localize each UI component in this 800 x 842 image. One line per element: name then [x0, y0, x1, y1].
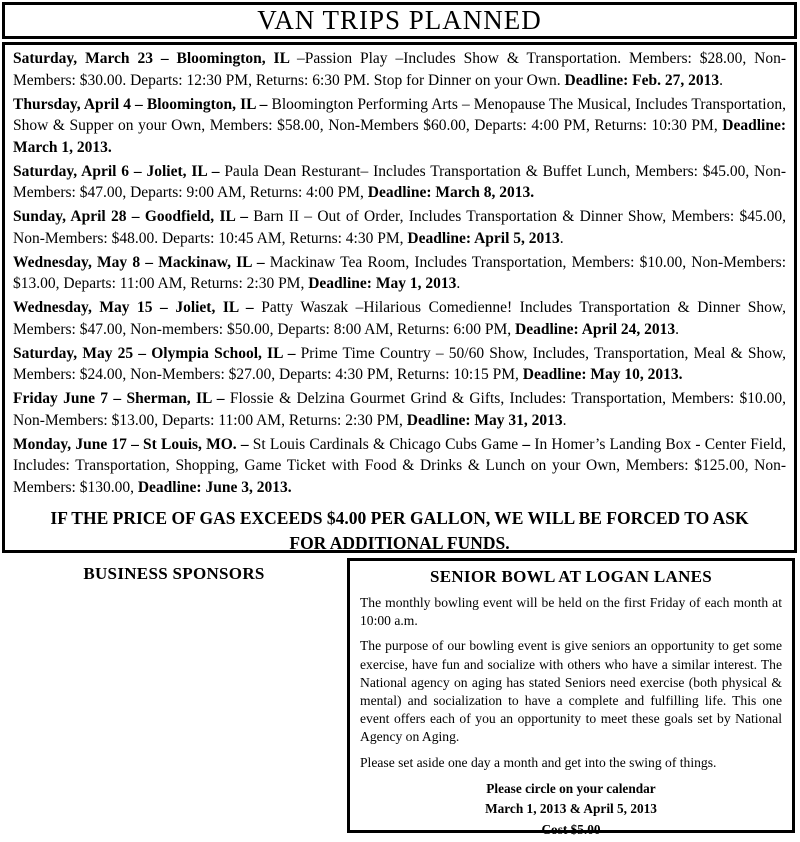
trip-entry	[13, 206, 786, 249]
trip-entry-bold-text: Deadline: Feb. 27, 2013	[564, 71, 720, 89]
senior-bowl-paragraph: Please set aside one day a month and get into the swing of things.	[360, 754, 717, 770]
trip-entry-bold-text: Deadline: March 1, 2013.	[13, 117, 786, 156]
senior-bowl-centered-lines	[360, 779, 782, 841]
trip-entry-bold-text: Thursday, April 4 – Bloomington, IL –	[13, 95, 272, 113]
senior-bowl-paragraphs	[360, 594, 782, 772]
trip-entry-text: Bloomington Performing Arts – Menopause The Musical, Includes Transportation, Show & Supper on your Own, Members: $58.00, Non-Members $60.00, Departs: 4:00 PM, Returns: 10:30 PM,	[13, 95, 786, 134]
trip-entry-bold-text: Wednesday, May 8 – Mackinaw, IL –	[13, 253, 270, 271]
trip-entry-bold-text: Saturday, April 6 – Joliet, IL –	[13, 162, 225, 180]
business-sponsors-column	[0, 564, 348, 584]
trip-entry-text: St Louis Cardinals & Chicago Cubs Game	[252, 435, 523, 453]
trip-entry-text: Patty Waszak –Hilarious Comedienne! Includes Transportation & Dinner Show, Members: $47.00, Non-members: $50.00, Departs: 8:00 AM, Returns: 6:00 PM,	[13, 299, 786, 338]
trip-entry-bold-text: Deadline: May 1, 2013	[308, 275, 457, 292]
trip-entry	[13, 161, 786, 204]
trip-entry-text: In Homer’s Landing Box - Center Field, Includes: Transportation, Shopping, Game Ticket with Food & Drinks & Lunch on your Own, Members: $125.00, Non-Members: $130.00,	[13, 435, 787, 496]
trip-entry-bold-text: Sunday, April 28 – Goodfield, IL –	[13, 208, 254, 225]
trip-entry-text: Flossie & Delzina Gourmet Grind & Gifts, Includes: Transportation, Members: $10.00, Non-Members: $13.00, Departs: 11:00 AM, Returns: 2:30 PM,	[13, 390, 786, 429]
senior-bowl-title: SENIOR BOWL AT LOGAN LANES	[429, 567, 713, 586]
senior-bowl-paragraph: The monthly bowling event will be held on the first Friday of each month at 10:00 a.m.	[360, 595, 782, 629]
van-trips-content-box	[2, 42, 797, 553]
page-title: VAN TRIPS PLANNED	[257, 5, 542, 35]
trip-entry	[13, 48, 786, 91]
trip-entry-text: Prime Time Country – 50/60 Show, Includes, Transportation, Meal & Show, Members: $24.00, Non-Members: $27.00, Departs: 4:30 PM, Returns: 10:15 PM,	[13, 344, 787, 383]
trip-entry-bold-text: Saturday, March 23 – Bloomington, IL	[13, 50, 297, 67]
bottom-section	[0, 558, 800, 842]
trip-entry-bold-text: Wednesday, May 15 – Joliet, IL –	[13, 299, 262, 316]
trip-entry-text: .	[719, 71, 723, 89]
van-trips-title-box	[2, 2, 797, 39]
trip-entry-text: Mackinaw Tea Room, Includes Transportation, Members: $10.00, Non-Members: $13.00, Departs: 11:00 AM, Returns: 2:30 PM,	[13, 253, 786, 292]
trip-entry-text: Paula Dean Resturant– Includes Transportation & Buffet Lunch, Members: $45.00, Non-Members: $47.00, Departs: 9:00 AM, Returns: 4:00 PM,	[13, 162, 787, 201]
trip-entry-bold-text: Deadline: March 8, 2013.	[367, 184, 535, 201]
trip-entry-text: –Passion Play –Includes Show & Transportation. Members: $28.00, Non-Members: $30.00. Departs: 12:30 PM, Returns: 6:30 PM. Stop for Dinner on your Own.	[13, 50, 786, 89]
trip-entry-bold-text: Deadline: June 3, 2013.	[137, 478, 292, 496]
trip-entry-text: .	[559, 229, 564, 247]
trip-entry-bold-text: Saturday, May 25 – Olympia School, IL –	[13, 344, 301, 362]
trip-entry-text: .	[456, 275, 461, 292]
trip-entry-bold-text: Deadline: May 31, 2013	[406, 411, 563, 429]
senior-bowl-paragraph: The purpose of our bowling event is give seniors an opportunity to get some exercise, have fun and socialize with others who have a similar interest. The National agency on aging has stated Seniors need exercise (both physical & mental) and socialization to have a complete and fulfilling life. This one event offers each of you an opportunity to meet these goals set by National Agency on Aging.	[360, 638, 782, 745]
trip-entry-bold-text: Deadline: April 24, 2013	[515, 320, 676, 338]
trip-entry	[13, 297, 786, 340]
trip-entry-text: .	[675, 320, 680, 338]
trips-list	[13, 48, 786, 498]
trip-entry	[13, 343, 786, 386]
senior-bowl-box	[347, 558, 795, 837]
trip-entry-bold-text: Deadline: April 5, 2013	[407, 229, 560, 247]
trip-entry-text: .	[562, 411, 567, 429]
trip-entry-bold-text: Friday June 7 – Sherman, IL –	[13, 390, 230, 407]
trip-entry	[13, 388, 786, 431]
trip-entry	[13, 434, 786, 499]
trip-entry	[13, 252, 786, 295]
trip-entry-bold-text: Deadline: May 10, 2013.	[522, 366, 683, 383]
gas-price-warning: IF THE PRICE OF GAS EXCEEDS $4.00 PER GALLON, WE WILL BE FORCED TO ASK FOR ADDITIONAL FUNDS.	[50, 508, 749, 553]
trip-entry-text: Barn II – Out of Order, Includes Transportation & Dinner Show, Members: $45.00, Non-Members: $48.00. Departs: 10:45 AM, Returns: 4:30 PM,	[13, 208, 786, 247]
trip-entry-bold-text: Monday, June 17 – St Louis, MO. –	[13, 435, 253, 453]
senior-bowl-centered-line: Please circle on your calendar	[486, 780, 656, 796]
trip-entry-bold-text: –	[522, 435, 535, 453]
trip-entry	[13, 94, 786, 159]
senior-bowl-centered-line: March 1, 2013 & April 5, 2013	[485, 801, 657, 817]
senior-bowl-centered-line: Cost $5.00	[541, 821, 601, 837]
business-sponsors-heading: BUSINESS SPONSORS	[83, 564, 265, 583]
